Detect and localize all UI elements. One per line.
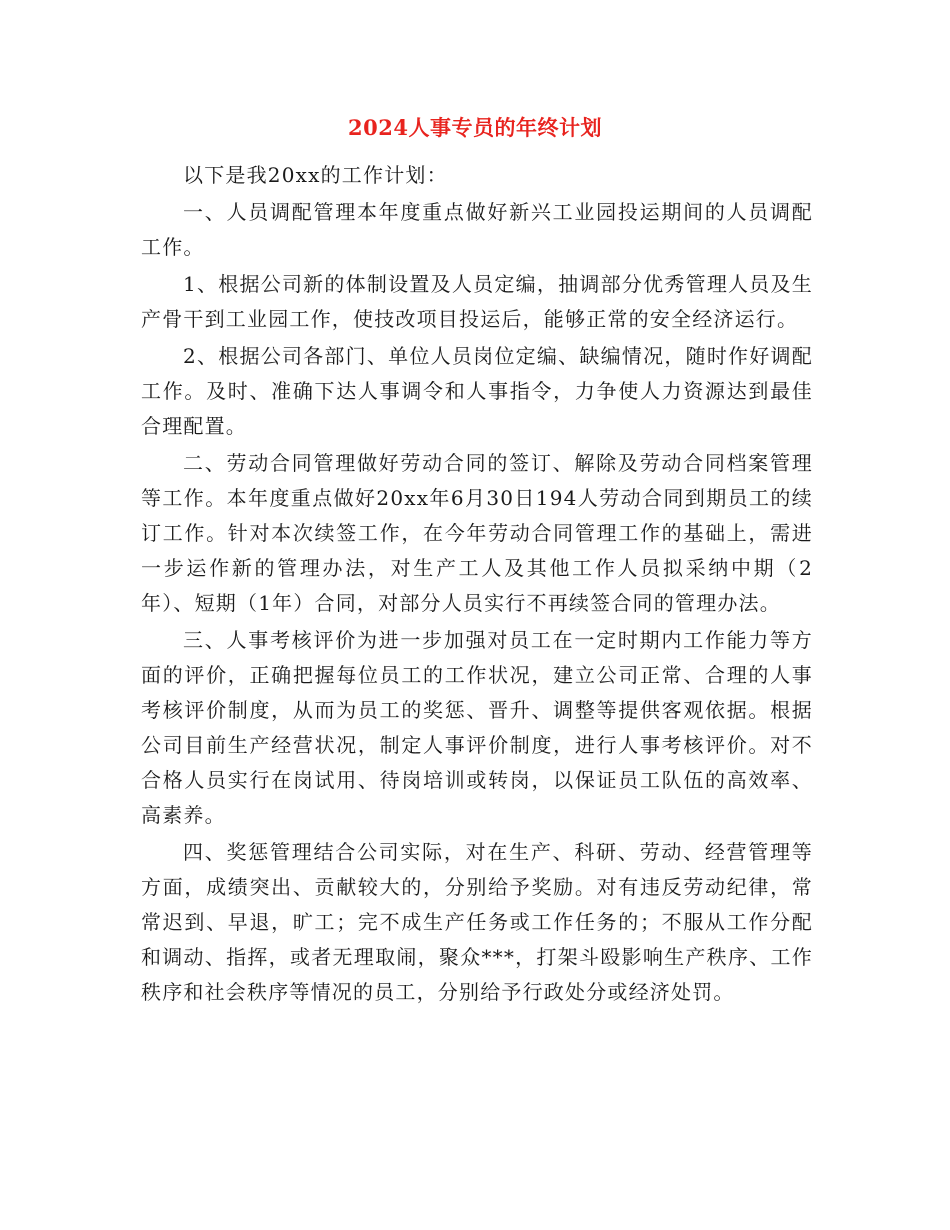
- paragraph-section-1: 一、人员调配管理本年度重点做好新兴工业园投运期间的人员调配工作。: [141, 200, 813, 259]
- document-body: [141, 158, 813, 1010]
- paragraph-section-2: 二、劳动合同管理做好劳动合同的签订、解除及劳动合同档案管理等工作。本年度重点做好20xx年6月30日194人劳动合同到期员工的续订工作。针对本次续签工作，在今年劳动合同管理工作的基础上，需进一步运作新的管理办法，对生产工人及其他工作人员拟采纳中期（2年）、短期（1年）合同，对部分人员实行不再续签合同的管理办法。: [141, 451, 813, 615]
- paragraph-intro: 以下是我20xx的工作计划：: [183, 163, 448, 187]
- paragraph-item-2: 2、根据公司各部门、单位人员岗位定编、缺编情况，随时作好调配工作。及时、准确下达人事调令和人事指令，力争使人力资源达到最佳合理配置。: [141, 344, 813, 438]
- document-title: 2024人事专员的年终计划: [348, 115, 602, 140]
- paragraph-section-3: 三、人事考核评价为进一步加强对员工在一定时期内工作能力等方面的评价，正确把握每位员工的工作状况，建立公司正常、合理的人事考核评价制度，从而为员工的奖惩、晋升、调整等提供客观依据。根据公司目前生产经营状况，制定人事评价制度，进行人事考核评价。对不合格人员实行在岗试用、待岗培训或转岗，以保证员工队伍的高效率、高素养。: [141, 628, 813, 827]
- paragraph-section-4: 四、奖惩管理结合公司实际，对在生产、科研、劳动、经营管理等方面，成绩突出、贡献较大的，分别给予奖励。对有违反劳动纪律，常常迟到、早退，旷工；完不成生产任务或工作任务的；不服从工作分配和调动、指挥，或者无理取闹，聚众***，打架斗殴影响生产秩序、工作秩序和社会秩序等情况的员工，分别给予行政处分或经济处罚。: [141, 840, 813, 1004]
- paragraph-item-1: 1、根据公司新的体制设置及人员定编，抽调部分优秀管理人员及生产骨干到工业园工作，使技改项目投运后，能够正常的安全经济运行。: [141, 272, 813, 331]
